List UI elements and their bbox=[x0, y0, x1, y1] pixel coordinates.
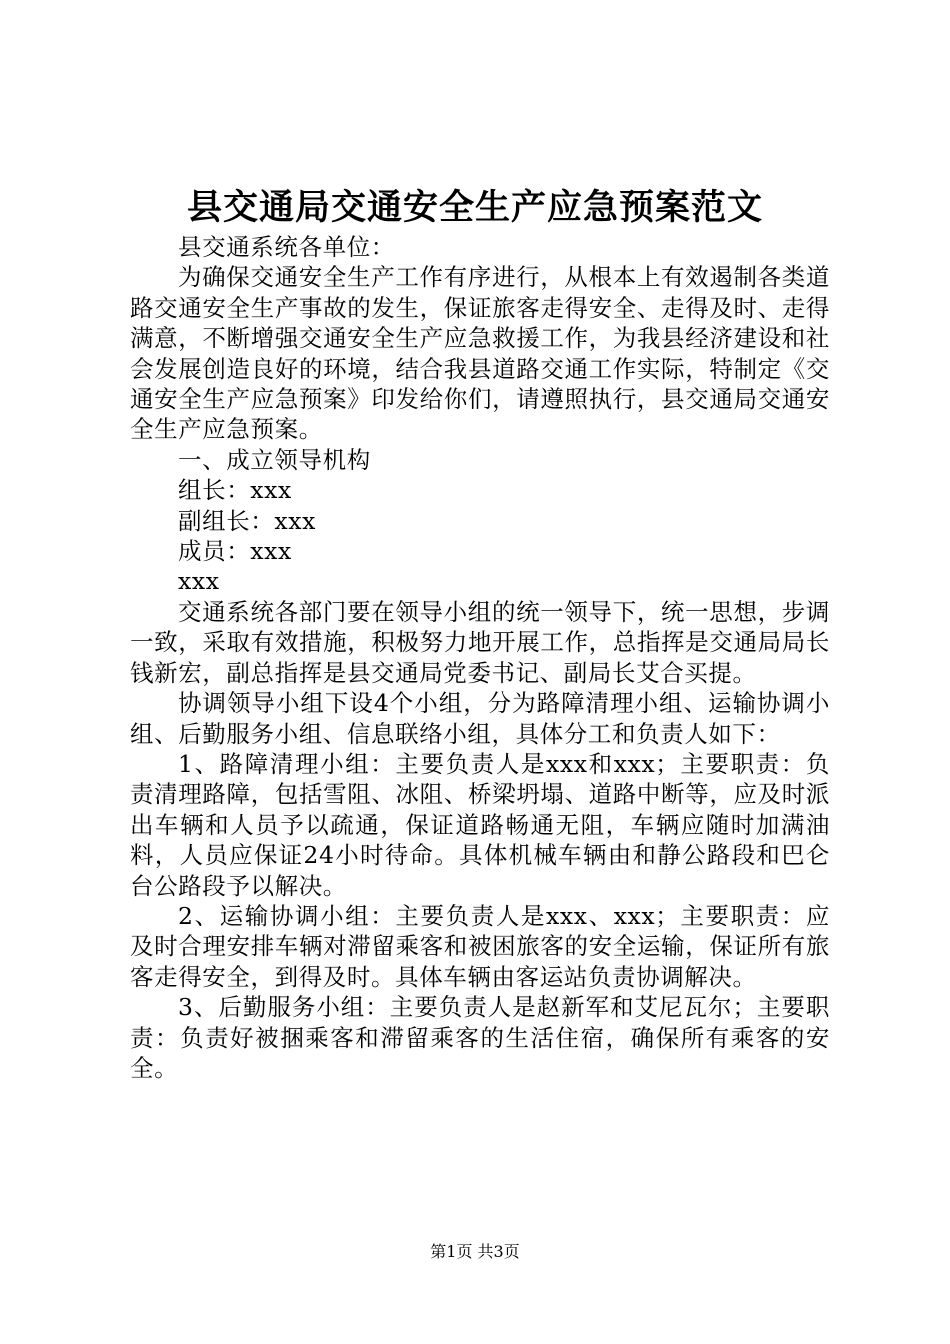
section-heading-leadership: 一、成立领导机构 bbox=[178, 445, 371, 474]
document-body bbox=[130, 232, 830, 1083]
subgroups-paragraph: 协调领导小组下设4个小组，分为路障清理小组、运输协调小组、后勤服务小组、信息联络小组，具体分工和负责人如下： bbox=[130, 689, 830, 748]
deputy-leader-line: 副组长：xxx bbox=[178, 506, 316, 535]
page-footer: 第1页 共3页 bbox=[430, 1242, 520, 1261]
members-line: 成员：xxx bbox=[178, 537, 292, 566]
logistics-group-paragraph: 3、后勤服务小组：主要负责人是赵新军和艾尼瓦尔；主要职责：负责好被捆乘客和滞留乘客的生活住宿，确保所有乘客的安全。 bbox=[130, 993, 830, 1082]
leadership-paragraph: 交通系统各部门要在领导小组的统一领导下，统一思想，步调一致，采取有效措施，积极努力地开展工作，总指挥是交通局局长钱新宏，副总指挥是县交通局党委书记、副局长艾合买提。 bbox=[130, 597, 830, 687]
intro-paragraph: 为确保交通安全生产工作有序进行，从根本上有效遏制各类道路交通安全生产事故的发生，保证旅客走得安全、走得及时、走得满意，不断增强交通安全生产应急救援工作，为我县经济建设和社会发展创造良好的环境，结合我县道路交通工作实际，特制定《交通安全生产应急预案》印发给你们，请遵照执行，县交通局交通安全生产应急预案。 bbox=[130, 263, 830, 444]
transport-group-paragraph: 2、运输协调小组：主要负责人是xxx、xxx；主要职责：应及时合理安排车辆对滞留乘客和被困旅客的安全运输，保证所有旅客走得安全，到得及时。具体车辆由客运站负责协调解决。 bbox=[130, 901, 830, 991]
document-title: 县交通局交通安全生产应急预案范文 bbox=[186, 187, 763, 228]
members-continued-line: xxx bbox=[178, 567, 220, 596]
roadblock-group-paragraph: 1、路障清理小组：主要负责人是xxx和xxx；主要职责：负责清理路障，包括雪阻、冰阻、桥梁坍塌、道路中断等，应及时派出车辆和人员予以疏通，保证道路畅通无阻，车辆应随时加满油料，人员应保证24小时待命。具体机械车辆由和静公路段和巴仑台公路段予以解决。 bbox=[130, 749, 830, 900]
group-leader-line: 组长：xxx bbox=[178, 476, 292, 505]
salutation: 县交通系统各单位： bbox=[178, 233, 395, 261]
